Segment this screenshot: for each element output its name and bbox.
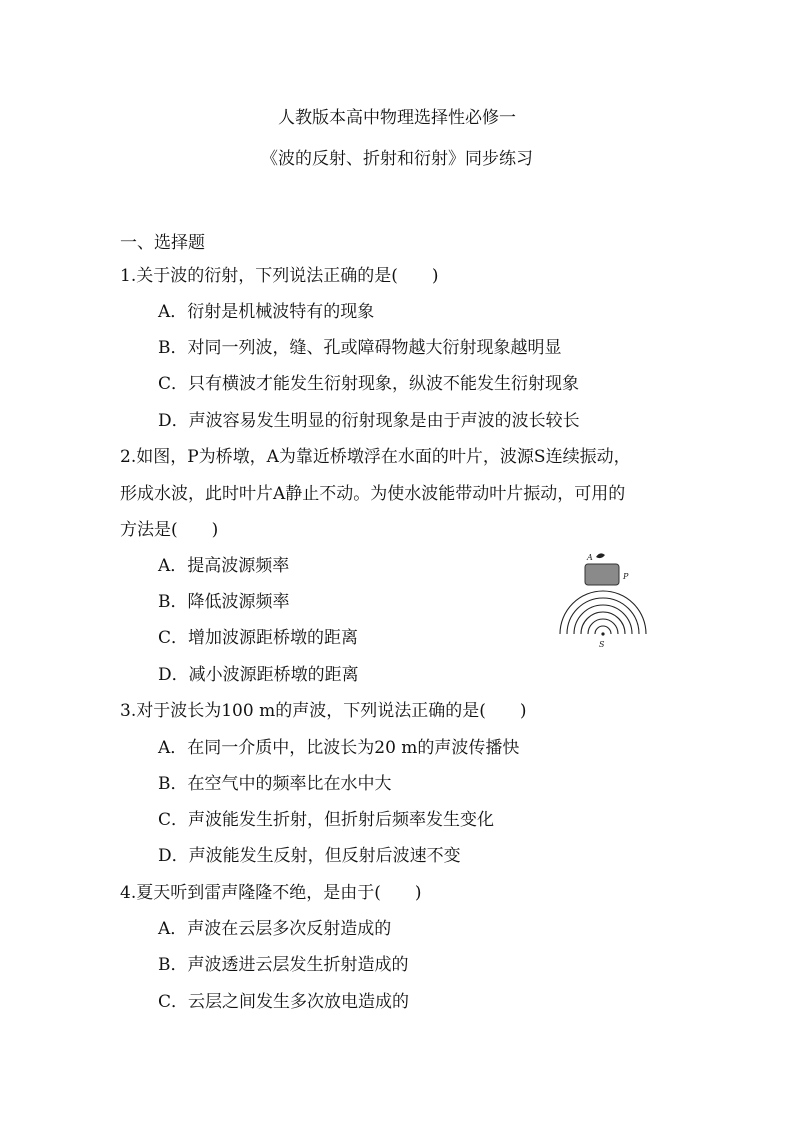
question-2-stem-line-2: 形成水波，此时叶片A静止不动。为使水波能带动叶片振动，可用的 (120, 484, 626, 504)
wave-pier-figure (556, 550, 650, 652)
question-4-option-c: C．云层之间发生多次放电造成的 (158, 992, 410, 1012)
label-s: S (599, 640, 605, 649)
wave-front-2 (567, 598, 639, 634)
label-a: A (587, 553, 593, 562)
question-3-stem: 3.对于波长为100 m的声波，下列说法正确的是( ) (120, 701, 527, 721)
question-1-option-b: B．对同一列波，缝、孔或障碍物越大衍射现象越明显 (158, 338, 562, 358)
page-title: 人教版本高中物理选择性必修一 (278, 108, 516, 128)
pier-block (585, 564, 619, 585)
question-3-option-d: D．声波能发生反射，但反射后波速不变 (158, 846, 461, 866)
question-2-option-d: D．减小波源距桥墩的距离 (158, 665, 359, 685)
question-2-option-a: A．提高波源频率 (158, 556, 290, 576)
question-1-option-d: D．声波容易发生明显的衍射现象是由于声波的波长较长 (158, 411, 580, 431)
question-4-option-a: A．声波在云层多次反射造成的 (158, 919, 392, 939)
question-1-stem: 1.关于波的衍射，下列说法正确的是( ) (120, 266, 439, 286)
wave-source-dot (601, 632, 604, 635)
question-2-stem-line-1: 2.如图，P为桥墩，A为靠近桥墩浮在水面的叶片，波源S连续振动， (120, 447, 631, 467)
question-2-option-b: B．降低波源频率 (158, 592, 290, 612)
page-subtitle: 《波的反射、折射和衍射》同步练习 (261, 149, 533, 169)
wave-front-4 (581, 612, 625, 634)
question-3-option-c: C．声波能发生折射，但折射后频率发生变化 (158, 810, 495, 830)
question-3-option-a: A．在同一介质中，比波长为20 m的声波传播快 (158, 738, 520, 758)
question-1-option-a: A．衍射是机械波特有的现象 (158, 302, 375, 322)
section-heading: 一、选择题 (120, 233, 205, 253)
label-p: P (623, 572, 629, 581)
leaf-icon (596, 553, 605, 558)
question-4-stem: 4.夏天听到雷声隆隆不绝，是由于( ) (120, 883, 422, 903)
question-4-option-b: B．声波透进云层发生折射造成的 (158, 955, 409, 975)
question-3-option-b: B．在空气中的频率比在水中大 (158, 774, 392, 794)
question-2-stem-line-3: 方法是( ) (120, 520, 219, 540)
question-1-option-c: C．只有横波才能发生衍射现象，纵波不能发生衍射现象 (158, 374, 580, 394)
question-2-option-c: C．增加波源距桥墩的距离 (158, 628, 359, 648)
